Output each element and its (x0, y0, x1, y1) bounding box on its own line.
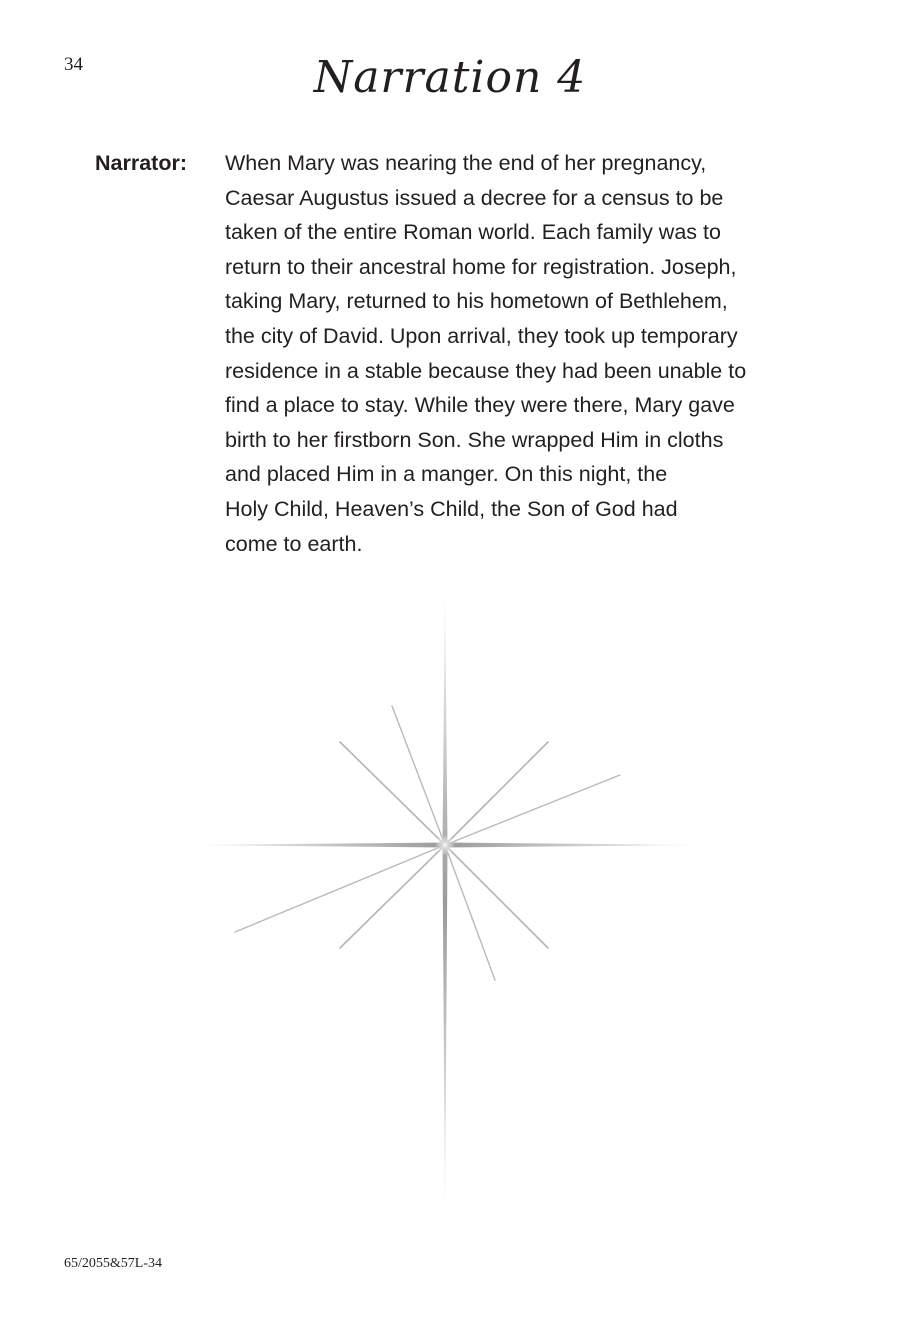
star-ray (445, 845, 548, 948)
narration-line: the city of David. Upon arrival, they took up temporary (225, 323, 738, 348)
narration-line: residence in a stable because they had been unable to (225, 358, 747, 383)
narration-line: and placed Him in a manger. On this night, the (225, 462, 668, 487)
narration-line: come to earth. (225, 531, 363, 556)
speaker-label: Narrator: (95, 151, 187, 175)
narration-line: taken of the entire Roman world. Each family was to (225, 220, 721, 245)
star-ray (445, 775, 620, 845)
narration-line: birth to her firstborn Son. She wrapped Him in cloths (225, 427, 724, 452)
star-ray (340, 742, 445, 845)
star-ray (443, 578, 448, 1228)
narration-line: taking Mary, returned to his hometown of Bethlehem, (225, 289, 728, 314)
star-center-glow (435, 835, 455, 855)
page-title: Narration 4 (313, 52, 587, 103)
footer-code: 65/2055&57L-34 (64, 1256, 162, 1271)
narration-line: When Mary was nearing the end of her pregnancy, (225, 151, 707, 175)
star-ray (340, 845, 445, 948)
narration-line: return to their ancestral home for registration. Joseph, (225, 254, 737, 279)
star-ray (445, 742, 548, 845)
narration-line: Caesar Augustus issued a decree for a census to be (225, 185, 724, 210)
star-ray (235, 845, 445, 932)
star-ray (180, 843, 710, 848)
narration-text (225, 146, 815, 561)
narration-line: find a place to stay. While they were there, Mary gave (225, 393, 735, 418)
page-number: 34 (64, 54, 83, 75)
star-ray (392, 706, 445, 845)
star-ray (445, 845, 495, 980)
narration-line: Holy Child, Heaven’s Child, the Son of God had (225, 496, 678, 521)
